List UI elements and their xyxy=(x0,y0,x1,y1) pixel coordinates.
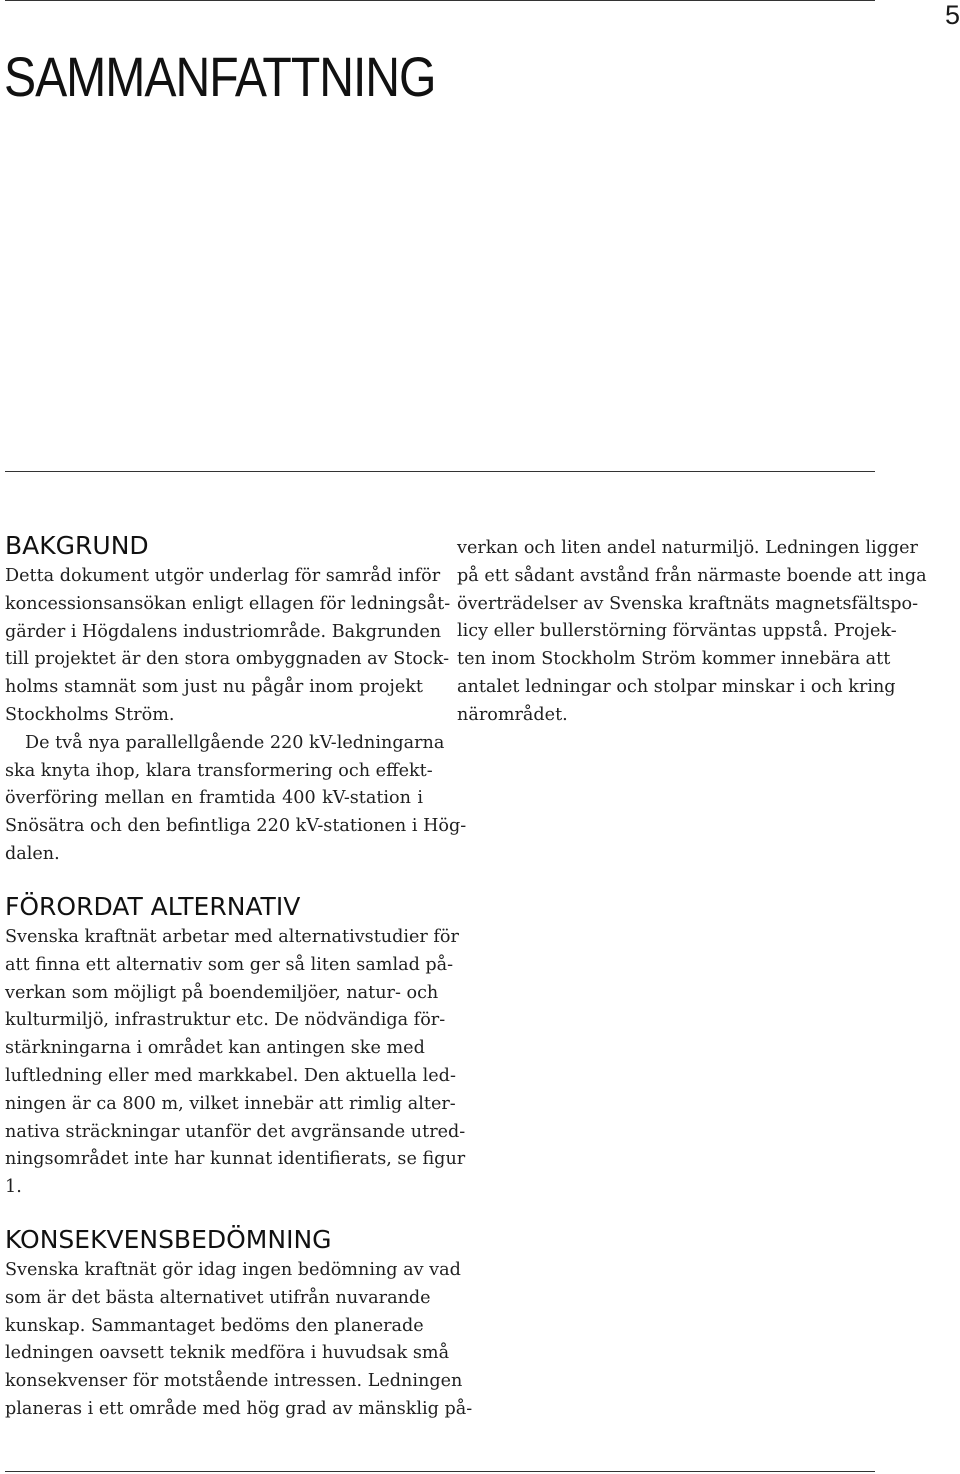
text-line: planeras i ett område med hög grad av mänsklig på- xyxy=(5,1398,473,1419)
page-number: 5 xyxy=(944,0,960,30)
text-line: kulturmiljö, infrastruktur etc. De nödvändiga för- xyxy=(5,1010,446,1031)
heading-bakgrund: BAKGRUND xyxy=(5,531,149,560)
paragraph-fordat-alternativ xyxy=(5,924,466,1202)
text-line: nativa sträckningar utanför det avgränsande utred- xyxy=(5,1121,466,1142)
text-line: Svenska kraftnät arbetar med alternativstudier för xyxy=(5,927,459,947)
section-rule xyxy=(5,471,875,472)
text-line: ledningen oavsett teknik medföra i huvudsak små xyxy=(5,1343,450,1364)
text-line: gärder i Högdalens industriområde. Bakgrunden xyxy=(5,621,442,642)
page-title: SAMMANFATTNING xyxy=(4,45,436,108)
text-line: verkan och liten andel naturmiljö. Ledningen ligger xyxy=(457,538,918,558)
text-line: på ett sådant avstånd från närmaste boende att inga xyxy=(457,565,927,586)
text-line: till projektet är den stora ombyggnaden av Stock- xyxy=(5,649,450,670)
text-line: 1. xyxy=(5,1177,22,1198)
bottom-rule xyxy=(5,1471,875,1472)
text-line: stärkningarna i området kan antingen ske med xyxy=(5,1038,425,1059)
text-line: överträdelser av Svenska kraftnäts magnetsfältspo- xyxy=(457,593,919,614)
paragraph-konsekvensbedomning xyxy=(5,1257,473,1424)
text-line: licy eller bullerstörning förväntas uppstå. Projek- xyxy=(457,621,897,642)
text-line: konsekvenser för motstående intressen. Ledningen xyxy=(5,1371,463,1392)
text-line: närområdet. xyxy=(457,704,568,725)
text-line: ningen är ca 800 m, vilket innebär att rimlig alter- xyxy=(5,1093,456,1114)
text-line: antalet ledningar och stolpar minskar i och kring xyxy=(457,676,896,697)
text-line: verkan som möjligt på boendemiljöer, natur- och xyxy=(5,982,439,1003)
text-line: överföring mellan en framtida 400 kV-station i xyxy=(5,788,423,809)
text-line: Svenska kraftnät gör idag ingen bedömning av vad xyxy=(5,1260,461,1280)
text-line: De två nya parallellgående 220 kV-ledningarna xyxy=(25,732,445,753)
text-line: holms stamnät som just nu pågår inom projekt xyxy=(5,677,423,698)
top-rule xyxy=(5,0,875,1)
text-line: Stockholms Ström. xyxy=(5,704,175,725)
text-line: Snösätra och den befintliga 220 kV-stationen i Hög- xyxy=(5,816,467,837)
text-line: ten inom Stockholm Ström kommer innebära att xyxy=(457,649,891,670)
text-line: dalen. xyxy=(5,843,60,864)
text-line: Detta dokument utgör underlag för samråd inför xyxy=(5,566,441,586)
paragraph-konsekvensbedomning-continued xyxy=(457,535,927,730)
text-line: koncessionsansökan enligt ellagen för ledningsåt- xyxy=(5,593,451,614)
text-line: ska knyta ihop, klara transformering och effekt- xyxy=(5,760,433,781)
text-line: att finna ett alternativ som ger så liten samlad på- xyxy=(5,954,454,975)
text-line: kunskap. Sammantaget bedöms den planerade xyxy=(5,1315,424,1336)
text-line: ningsområdet inte har kunnat identifierats, se figur xyxy=(5,1149,466,1170)
heading-fordat-alternativ: FÖRORDAT ALTERNATIV xyxy=(5,892,301,921)
text-line: luftledning eller med markkabel. Den aktuella led- xyxy=(5,1065,456,1086)
heading-konsekvensbedomning: KONSEKVENSBEDÖMNING xyxy=(5,1225,332,1254)
paragraph-bakgrund xyxy=(5,563,467,869)
text-line: som är det bästa alternativet utifrån nuvarande xyxy=(5,1287,431,1308)
